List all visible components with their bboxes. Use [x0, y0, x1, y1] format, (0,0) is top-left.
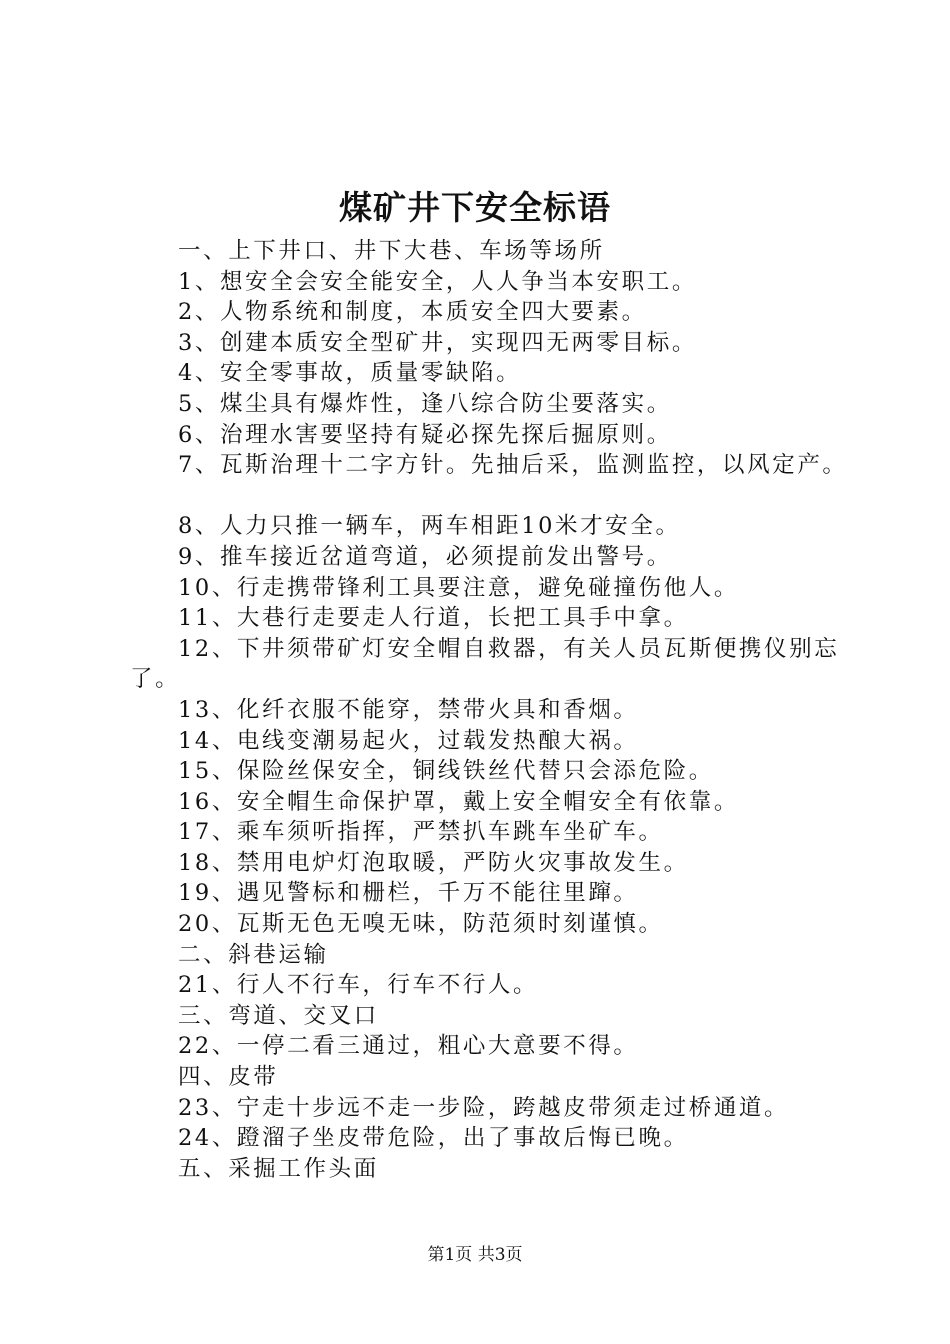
slogan-line: 2、人物系统和制度，本质安全四大要素。	[178, 299, 647, 326]
slogan-line: 8、人力只推一辆车，两车相距10米才安全。	[178, 513, 681, 540]
section-heading: 五、采掘工作头面	[178, 1155, 379, 1182]
document-body	[130, 236, 860, 1184]
slogan-line: 9、推车接近岔道弯道，必须提前发出警号。	[178, 543, 672, 570]
slogan-line: 17、乘车须听指挥，严禁扒车跳车坐矿车。	[178, 819, 664, 846]
section-heading: 四、皮带	[178, 1064, 279, 1091]
section-heading: 二、斜巷运输	[178, 941, 329, 968]
slogan-line: 4、安全零事故，质量零缺陷。	[178, 360, 522, 387]
section-heading: 一、上下井口、井下大巷、车场等场所	[178, 238, 605, 264]
slogan-line: 1、想安全会安全能安全，人人争当本安职工。	[178, 268, 697, 295]
slogan-line: 13、化纤衣服不能穿，禁带火具和香烟。	[178, 696, 639, 723]
slogan-line: 16、安全帽生命保护罩，戴上安全帽安全有依靠。	[178, 788, 739, 815]
slogan-line: 24、蹬溜子坐皮带危险，出了事故后悔已晚。	[178, 1125, 689, 1152]
slogan-line: 21、行人不行车，行车不行人。	[178, 972, 539, 999]
slogan-line: 23、宁走十步远不走一步险，跨越皮带须走过桥通道。	[178, 1094, 790, 1121]
slogan-line: 15、保险丝保安全，铜线铁丝代替只会添危险。	[178, 758, 714, 785]
slogan-line: 6、治理水害要坚持有疑必探先探后掘原则。	[178, 421, 672, 448]
slogan-line: 11、大巷行走要走人行道，长把工具手中拿。	[178, 605, 689, 632]
slogan-line: 14、电线变潮易起火，过载发热酿大祸。	[178, 727, 639, 754]
document-title: 煤矿井下安全标语	[339, 188, 611, 227]
slogan-line: 22、一停二看三通过，粗心大意要不得。	[178, 1033, 639, 1060]
slogan-line: 19、遇见警标和栅栏，千万不能往里蹿。	[178, 880, 639, 907]
slogan-line: 7、瓦斯治理十二字方针。先抽后采，监测监控，以风定产。	[178, 452, 848, 479]
section-heading: 三、弯道、交叉口	[178, 1002, 379, 1029]
slogan-line: 3、创建本质安全型矿井，实现四无两零目标。	[178, 329, 697, 356]
slogan-line: 18、禁用电炉灯泡取暖，严防火灾事故发生。	[178, 849, 689, 876]
slogan-line: 12、下井须带矿灯安全帽自救器，有关人员瓦斯便携仪别忘了。	[130, 635, 840, 693]
slogan-line: 5、煤尘具有爆炸性，逢八综合防尘要落实。	[178, 390, 672, 417]
slogan-line: 20、瓦斯无色无嗅无味，防范须时刻谨慎。	[178, 911, 664, 938]
blank-line	[130, 481, 860, 512]
page-footer: 第1页 共3页	[427, 1245, 523, 1265]
slogan-line: 10、行走携带锋利工具要注意，避免碰撞伤他人。	[178, 574, 739, 601]
